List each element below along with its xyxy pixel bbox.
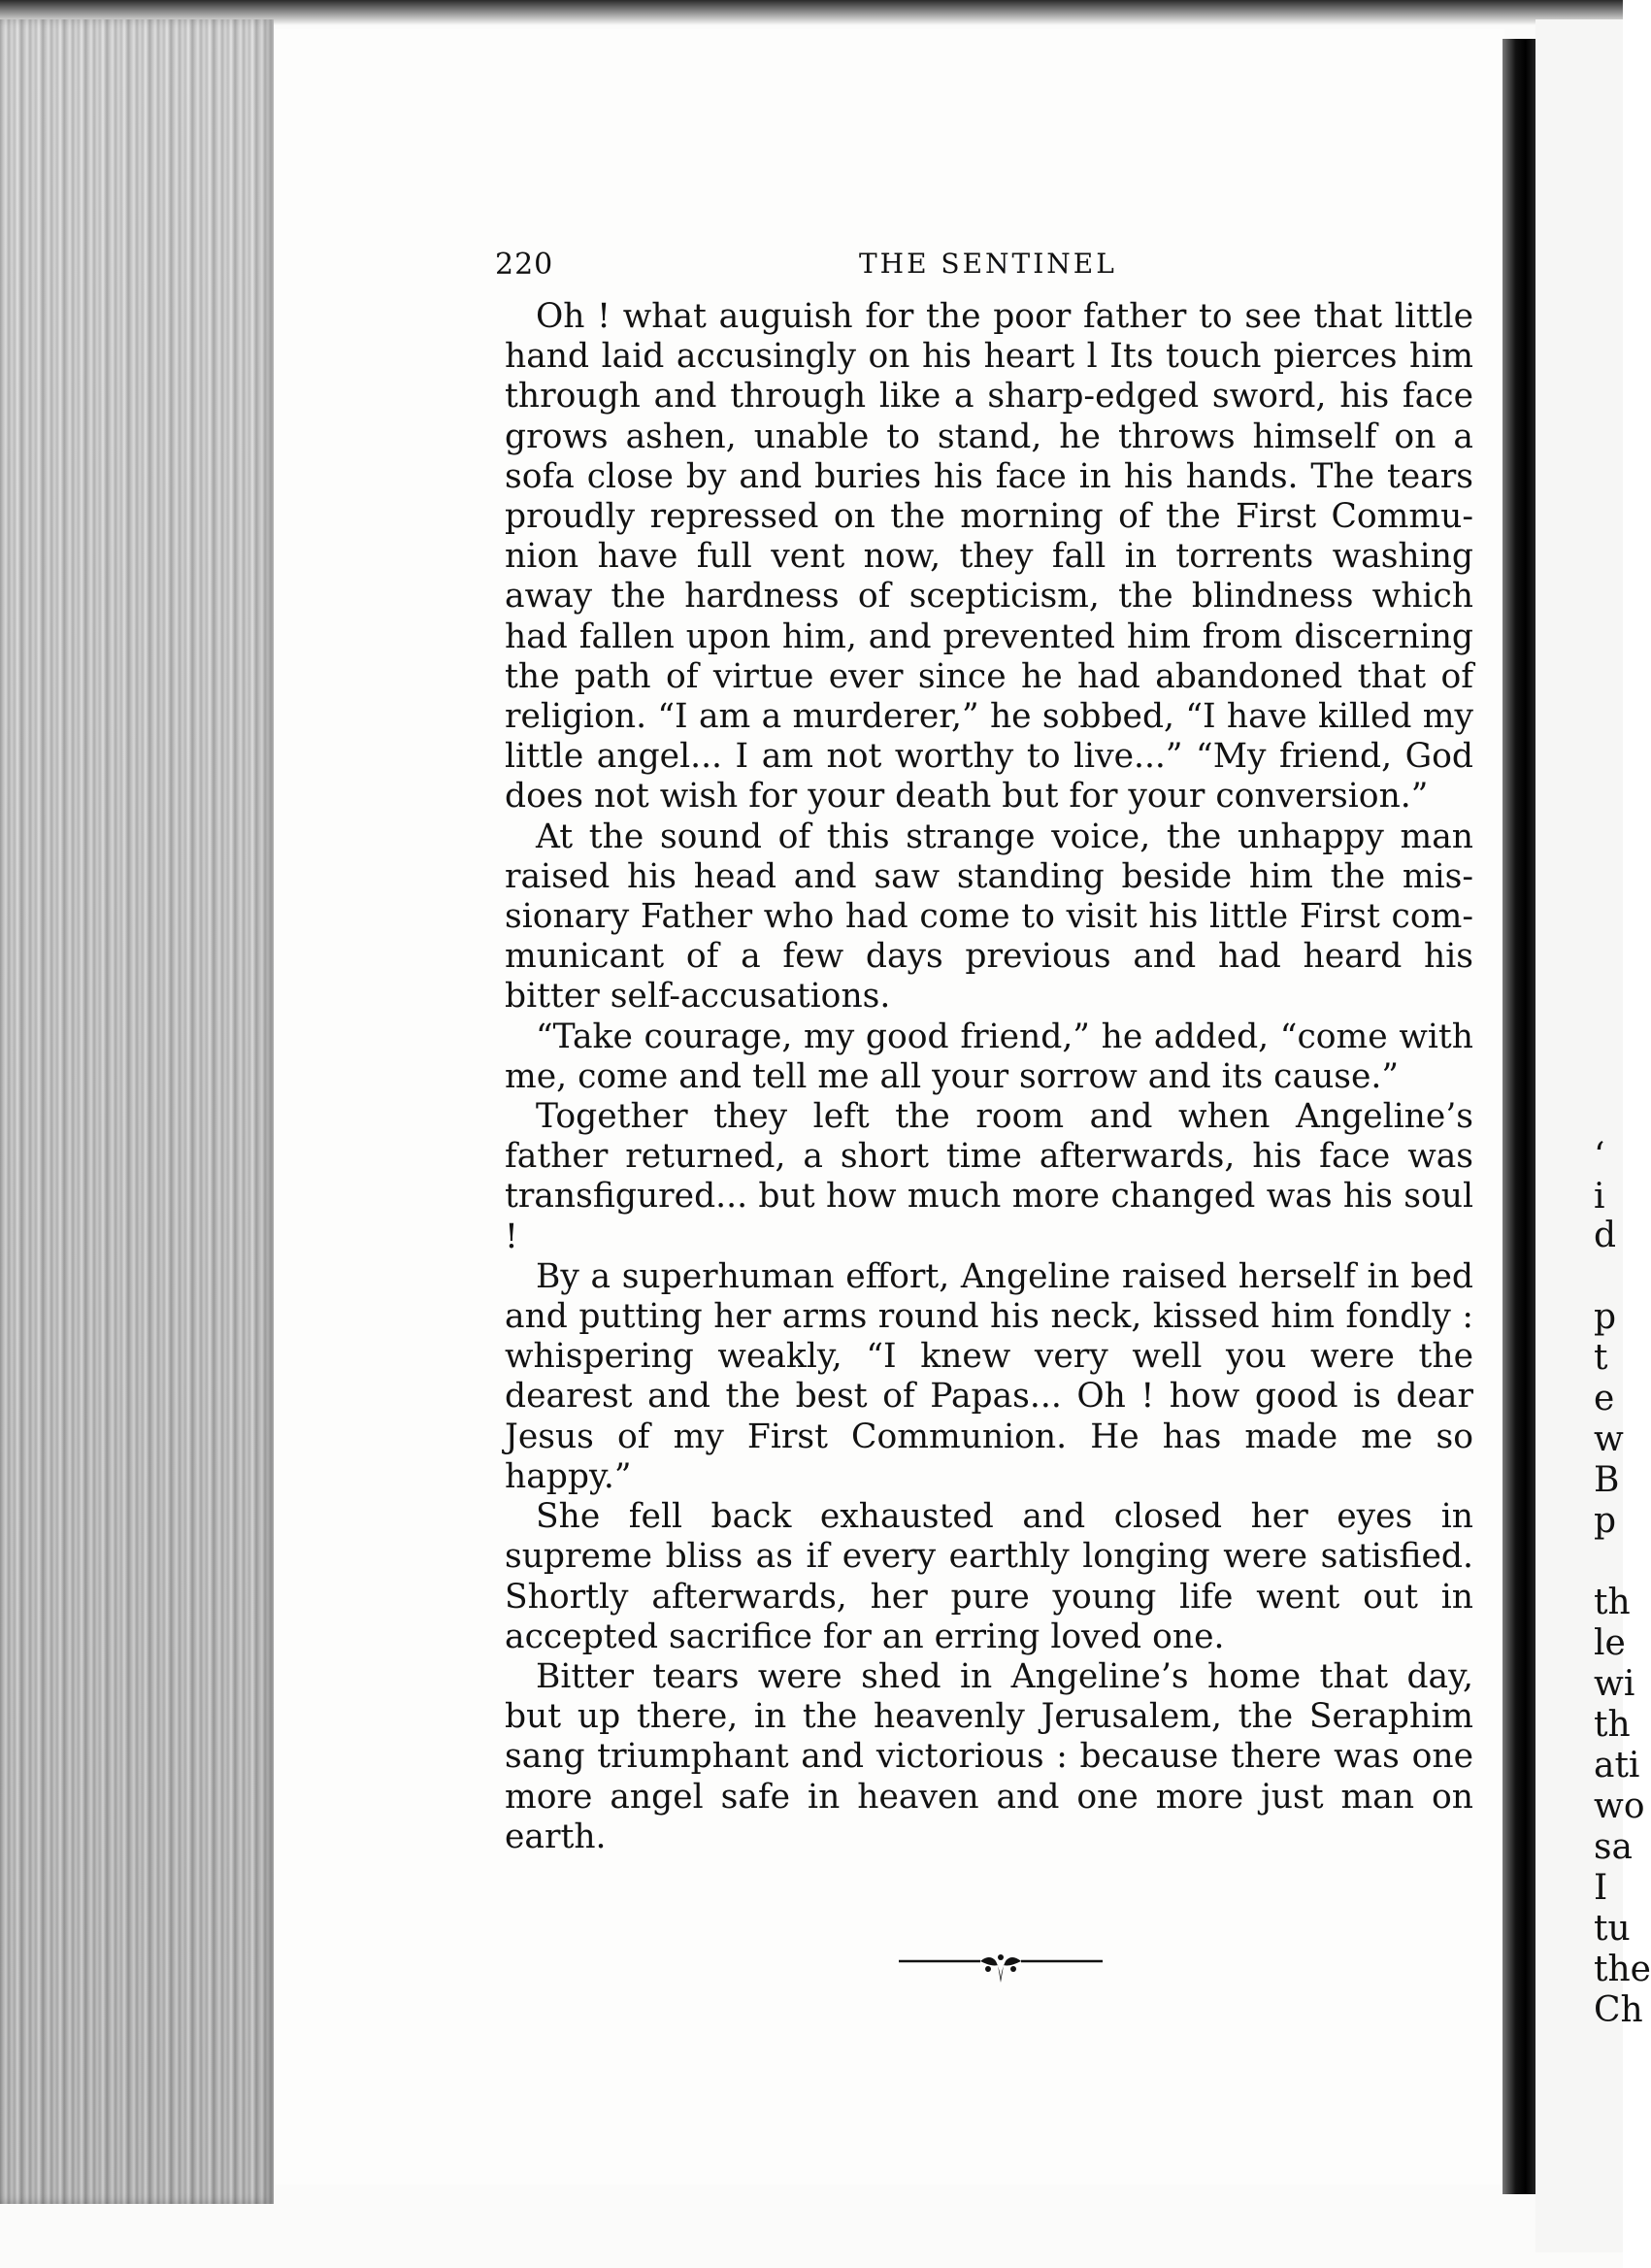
facing-page-edge bbox=[1535, 19, 1651, 2252]
facing-page-fragment: wo bbox=[1594, 1786, 1645, 1826]
paragraph: At the sound of this strange voice, the unhappy man raised his head and saw standing beside him the missionary Father who had come to visit his little First communicant of a few days previous and had heard his bitter self-accusations. bbox=[505, 817, 1473, 1017]
page-number: 220 bbox=[495, 248, 554, 282]
facing-page-fragment: the bbox=[1594, 1950, 1651, 1989]
paragraph: Bitter tears were shed in Angeline’s home that day, but up there, in the heavenly Jerusalem, the Seraphim sang triumphant and victorious : because there was one more angel safe in heaven and one more just man on earth. bbox=[505, 1656, 1473, 1856]
running-title: THE SENTINEL bbox=[859, 248, 1117, 280]
paragraph: By a superhuman effort, Angeline raised herself in bed and putting her arms round his neck, kissed him fondly : whispering weakly, “I knew very well you were the dearest and the best of Papas... Oh ! how good is dear Jesus of my First Communion. He has made me so happy.” bbox=[505, 1256, 1473, 1496]
facing-page-fragment: t bbox=[1594, 1338, 1608, 1378]
facing-page-fragment: Ch bbox=[1594, 1990, 1643, 2030]
page-header bbox=[495, 248, 1475, 286]
body-text bbox=[505, 297, 1473, 1857]
facing-page-fragment: ati bbox=[1594, 1746, 1640, 1785]
facing-page-fragment: w bbox=[1594, 1419, 1624, 1459]
facing-page-fragment: th bbox=[1594, 1583, 1631, 1622]
facing-page-fragment: d bbox=[1594, 1216, 1617, 1255]
facing-page-fragment: sa bbox=[1594, 1827, 1633, 1867]
paragraph: “Take courage, my good friend,” he added, “come with me, come and tell me all your sorrow and its cause.” bbox=[505, 1017, 1473, 1096]
facing-page-fragment: tu bbox=[1594, 1909, 1631, 1949]
facing-page-fragment: wi bbox=[1594, 1664, 1635, 1704]
facing-page-fragment: ‘ bbox=[1594, 1136, 1605, 1176]
stacked-page-edges bbox=[0, 19, 274, 2204]
facing-page-fragment: le bbox=[1594, 1623, 1626, 1663]
facing-page-fragment: e bbox=[1594, 1379, 1615, 1418]
facing-page-fragment: th bbox=[1594, 1705, 1631, 1745]
facing-page-fragment: B bbox=[1594, 1460, 1620, 1500]
facing-page-fragment: p bbox=[1594, 1501, 1617, 1541]
paragraph: Oh ! what auguish for the poor father to see that little hand laid accusingly on his heart l Its touch pierces him through and through like a sharp-edged sword, his face grows ashen, unable to stand, he throws himself on a sofa close by and buries his face in his hands. The tears proudly repressed on the morning of the First Communion have full vent now, they fall in torrents washing away the hardness of scepticism, the blindness which had fallen upon him, and prevented him from discerning the path of virtue ever since he had abandoned that of religion. “I am a murderer,” he sobbed, “I have killed my little angel... I am not worthy to live...” “My friend, God does not wish for your death but for your conversion.” bbox=[505, 297, 1473, 817]
book-gutter bbox=[1502, 39, 1535, 2194]
fleuron-divider-icon bbox=[899, 1950, 1103, 1988]
facing-page-fragment: I bbox=[1594, 1868, 1608, 1908]
paragraph: She fell back exhausted and closed her eyes in supreme bliss as if every earthly longing were satisfied. Shortly afterwards, her pure young life went out in accepted sacrifice for an erring loved one. bbox=[505, 1497, 1473, 1656]
facing-page-fragment: p bbox=[1594, 1297, 1617, 1337]
paragraph: Together they left the room and when Angeline’s father returned, a short time afterwards, his face was transfigured... but how much more changed was his soul ! bbox=[505, 1097, 1473, 1256]
facing-page-fragment: i bbox=[1594, 1177, 1605, 1217]
